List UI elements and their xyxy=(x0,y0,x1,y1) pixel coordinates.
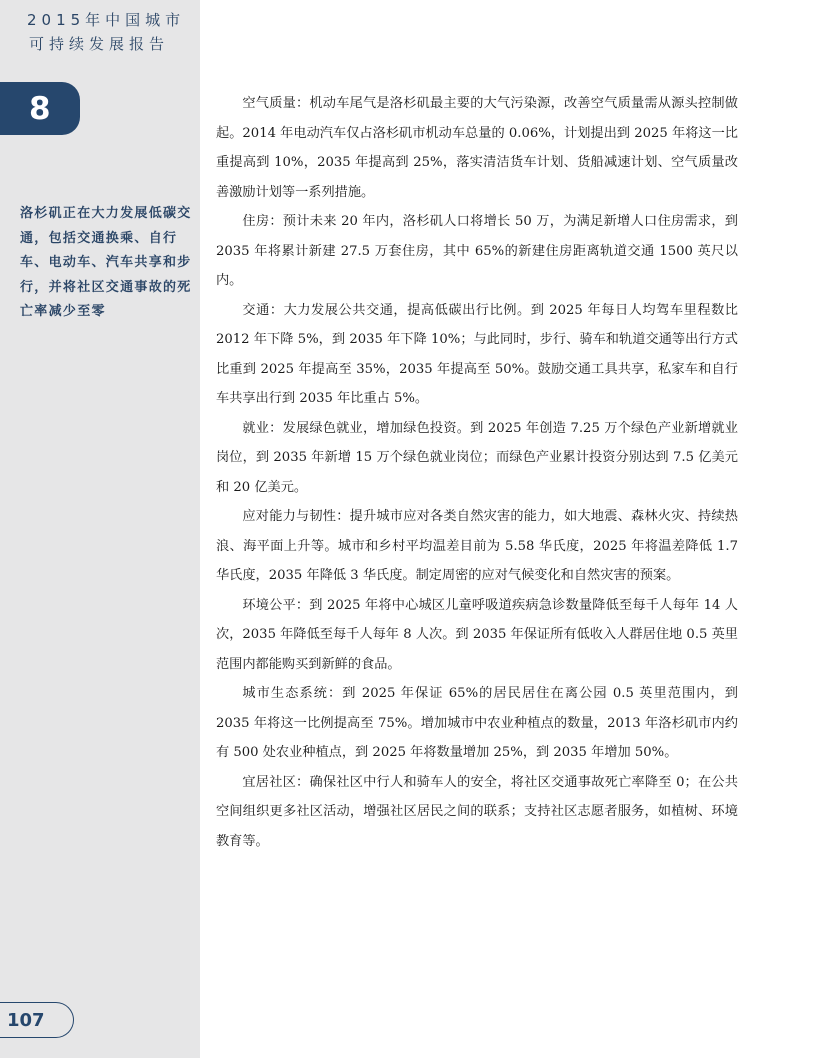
chapter-tab xyxy=(0,82,80,135)
paragraph-urban-ecosystem: 城市生态系统：到 2025 年保证 65%的居民居住在离公园 0.5 英里范围内，到 2035 年将这一比例提高至 75%。增加城市中农业种植点的数量，2013 年洛杉矶市内约有 500 处农业种植点，到 2025 年将数量增加 25%，到 2035 年增加 50%。 xyxy=(216,686,738,760)
page-number-tab xyxy=(0,1002,74,1038)
page-number: 107 xyxy=(7,1009,45,1031)
report-title-line1: 2015年中国城市 xyxy=(27,11,186,29)
main-content xyxy=(216,89,738,856)
chapter-number: 8 xyxy=(29,90,51,127)
sidebar xyxy=(0,0,200,1058)
paragraph-air-quality: 空气质量：机动车尾气是洛杉矶最主要的大气污染源，改善空气质量需从源头控制做起。2014 年电动汽车仅占洛杉矶市机动车总量的 0.06%，计划提出到 2025 年将这一比重提高到 10%，2035 年提高到 25%，落实清洁货车计划、货船减速计划、空气质量改善激励计划等一系列措施。 xyxy=(216,96,738,200)
paragraph-resilience: 应对能力与韧性：提升城市应对各类自然灾害的能力，如大地震、森林火灾、持续热浪、海平面上升等。城市和乡村平均温差目前为 5.58 华氏度，2025 年将温差降低 1.7 华氏度，2035 年降低 3 华氏度。制定周密的应对气候变化和自然灾害的预案。 xyxy=(216,509,738,583)
paragraph-employment: 就业：发展绿色就业，增加绿色投资。到 2025 年创造 7.25 万个绿色产业新增就业岗位，到 2035 年新增 15 万个绿色就业岗位；而绿色产业累计投资分别达到 7.5 亿美元和 20 亿美元。 xyxy=(216,420,738,495)
paragraph-environmental-equity: 环境公平：到 2025 年将中心城区儿童呼吸道疾病急诊数量降低至每千人每年 14 人次，2035 年降低至每千人每年 8 人次。到 2035 年保证所有低收入人群居住地 0.5 英里范围内都能购买到新鲜的食品。 xyxy=(216,597,738,672)
report-title xyxy=(0,8,200,56)
paragraph-livable-community: 宜居社区：确保社区中行人和骑车人的安全，将社区交通事故死亡率降至 0；在公共空间组织更多社区活动，增强社区居民之间的联系；支持社区志愿者服务，如植树、环境教育等。 xyxy=(216,774,738,849)
paragraph-housing: 住房：预计未来 20 年内，洛杉矶人口将增长 50 万，为满足新增人口住房需求，到 2035 年将累计新建 27.5 万套住房，其中 65%的新建住房距离轨道交通 1500 英尺以内。 xyxy=(216,214,738,288)
report-title-line2: 可持续发展报告 xyxy=(29,35,170,53)
paragraph-transport: 交通：大力发展公共交通，提高低碳出行比例。到 2025 年每日人均驾车里程数比 2012 年下降 5%，到 2035 年下降 10%；与此同时，步行、骑车和轨道交通等出行方式比重到 2025 年提高至 35%，2035 年提高至 50%。鼓励交通工具共享，私家车和自行车共享出行到 2035 年比重占 5%。 xyxy=(216,302,738,406)
side-note: 洛杉矶正在大力发展低碳交通，包括交通换乘、自行车、电动车、汽车共享和步行，并将社区交通事故的死亡率减少至零 xyxy=(20,206,192,319)
